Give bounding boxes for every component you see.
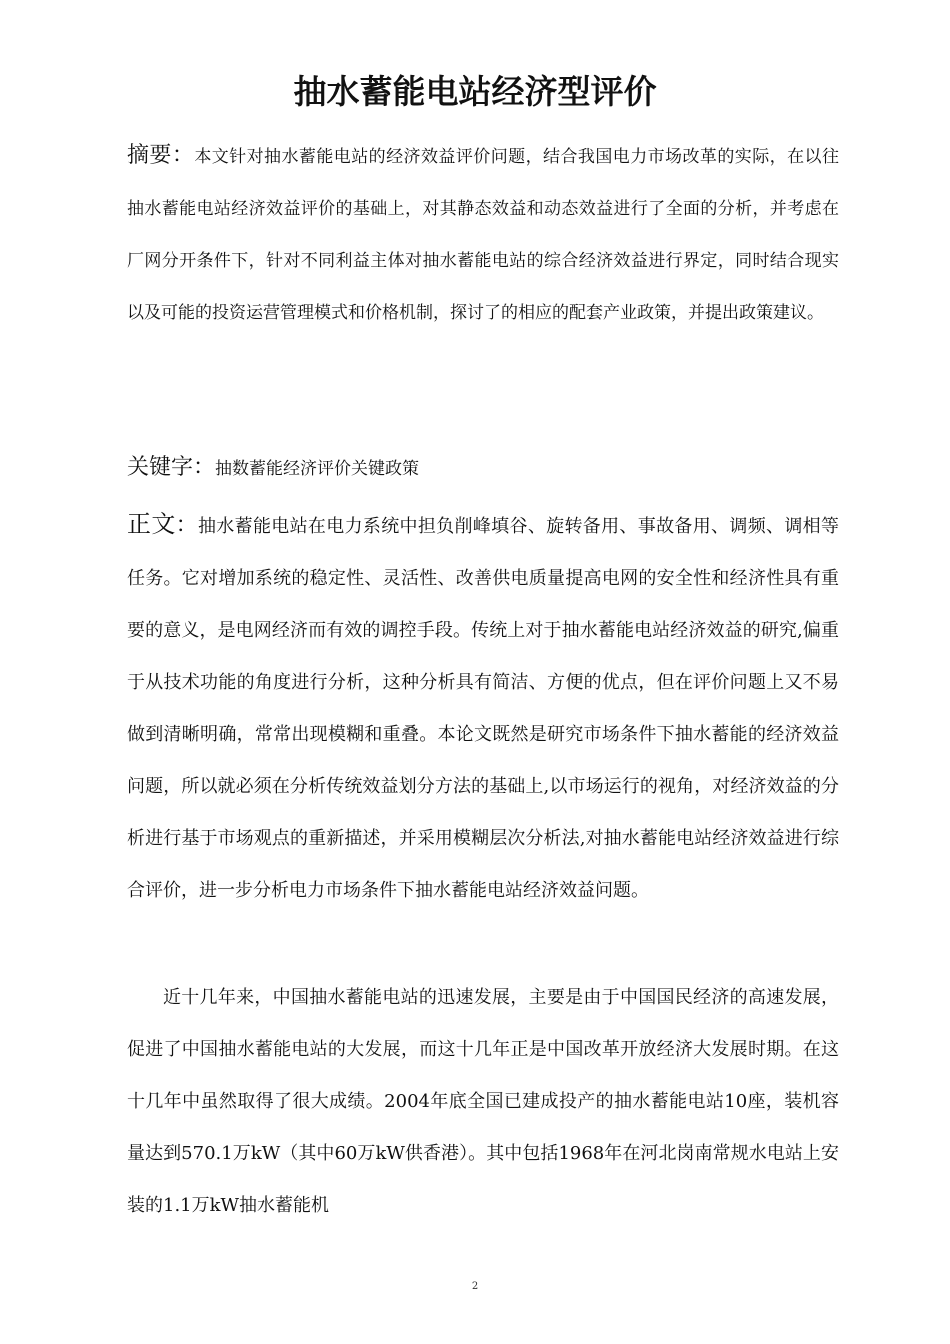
keywords-label: 关键字 <box>127 455 194 480</box>
abstract-label: 摘要 <box>127 143 172 168</box>
keywords-line <box>127 442 839 495</box>
keywords-text: 抽数蓄能经济评价关键政策 <box>215 459 420 479</box>
body-separator: ： <box>175 513 198 538</box>
body-label: 正文 <box>127 510 176 538</box>
abstract-paragraph <box>127 130 839 339</box>
keywords-separator: ： <box>193 455 216 480</box>
body-paragraph-2: 近十几年来，中国抽水蓄能电站的迅速发展，主要是由于中国国民经济的高速发展，促进了中国抽水蓄能电站的大发展，而这十几年正是中国改革开放经济大发展时期。在这十几年中虽然取得了很大成绩。2004年底全国已建成投产的抽水蓄能电站10座，装机容量达到570.1万kW（其中60万kW供香港）。其中包括1968年在河北岗南常规水电站上安装的1.1万kW抽水蓄能机 <box>127 987 839 1216</box>
body-paragraph-1 <box>127 498 839 917</box>
body-paragraph-1-text: 抽水蓄能电站在电力系统中担负削峰填谷、旋转备用、事故备用、调频、调相等任务。它对增加系统的稳定性、灵活性、改善供电质量提高电网的安全性和经济性具有重要的意义，是电网经济而有效的调控手段。传统上对于抽水蓄能电站经济效益的研究,偏重于从技术功能的角度进行分析，这种分析具有简洁、方便的优点，但在评价问题上又不易做到清晰明确，常常出现模糊和重叠。本论文既然是研究市场条件下抽水蓄能的经济效益问题，所以就必须在分析传统效益划分方法的基础上,以市场运行的视角，对经济效益的分析进行基于市场观点的重新描述，并采用模糊层次分析法,对抽水蓄能电站经济效益进行综合评价，进一步分析电力市场条件下抽水蓄能电站经济效益问题。 <box>127 516 839 901</box>
abstract-text: 本文针对抽水蓄能电站的经济效益评价问题，结合我国电力市场改革的实际，在以往抽水蓄能电站经济效益评价的基础上，对其静态效益和动态效益进行了全面的分析，并考虑在厂网分开条件下，针对不同利益主体对抽水蓄能电站的综合经济效益进行界定，同时结合现实以及可能的投资运营管理模式和价格机制，探讨了的相应的配套产业政策，并提出政策建议。 <box>127 147 839 323</box>
document-title: 抽水蓄能电站经济型评价 <box>293 72 657 111</box>
page-number: 2 <box>471 1281 479 1292</box>
abstract-separator: ： <box>171 143 195 168</box>
